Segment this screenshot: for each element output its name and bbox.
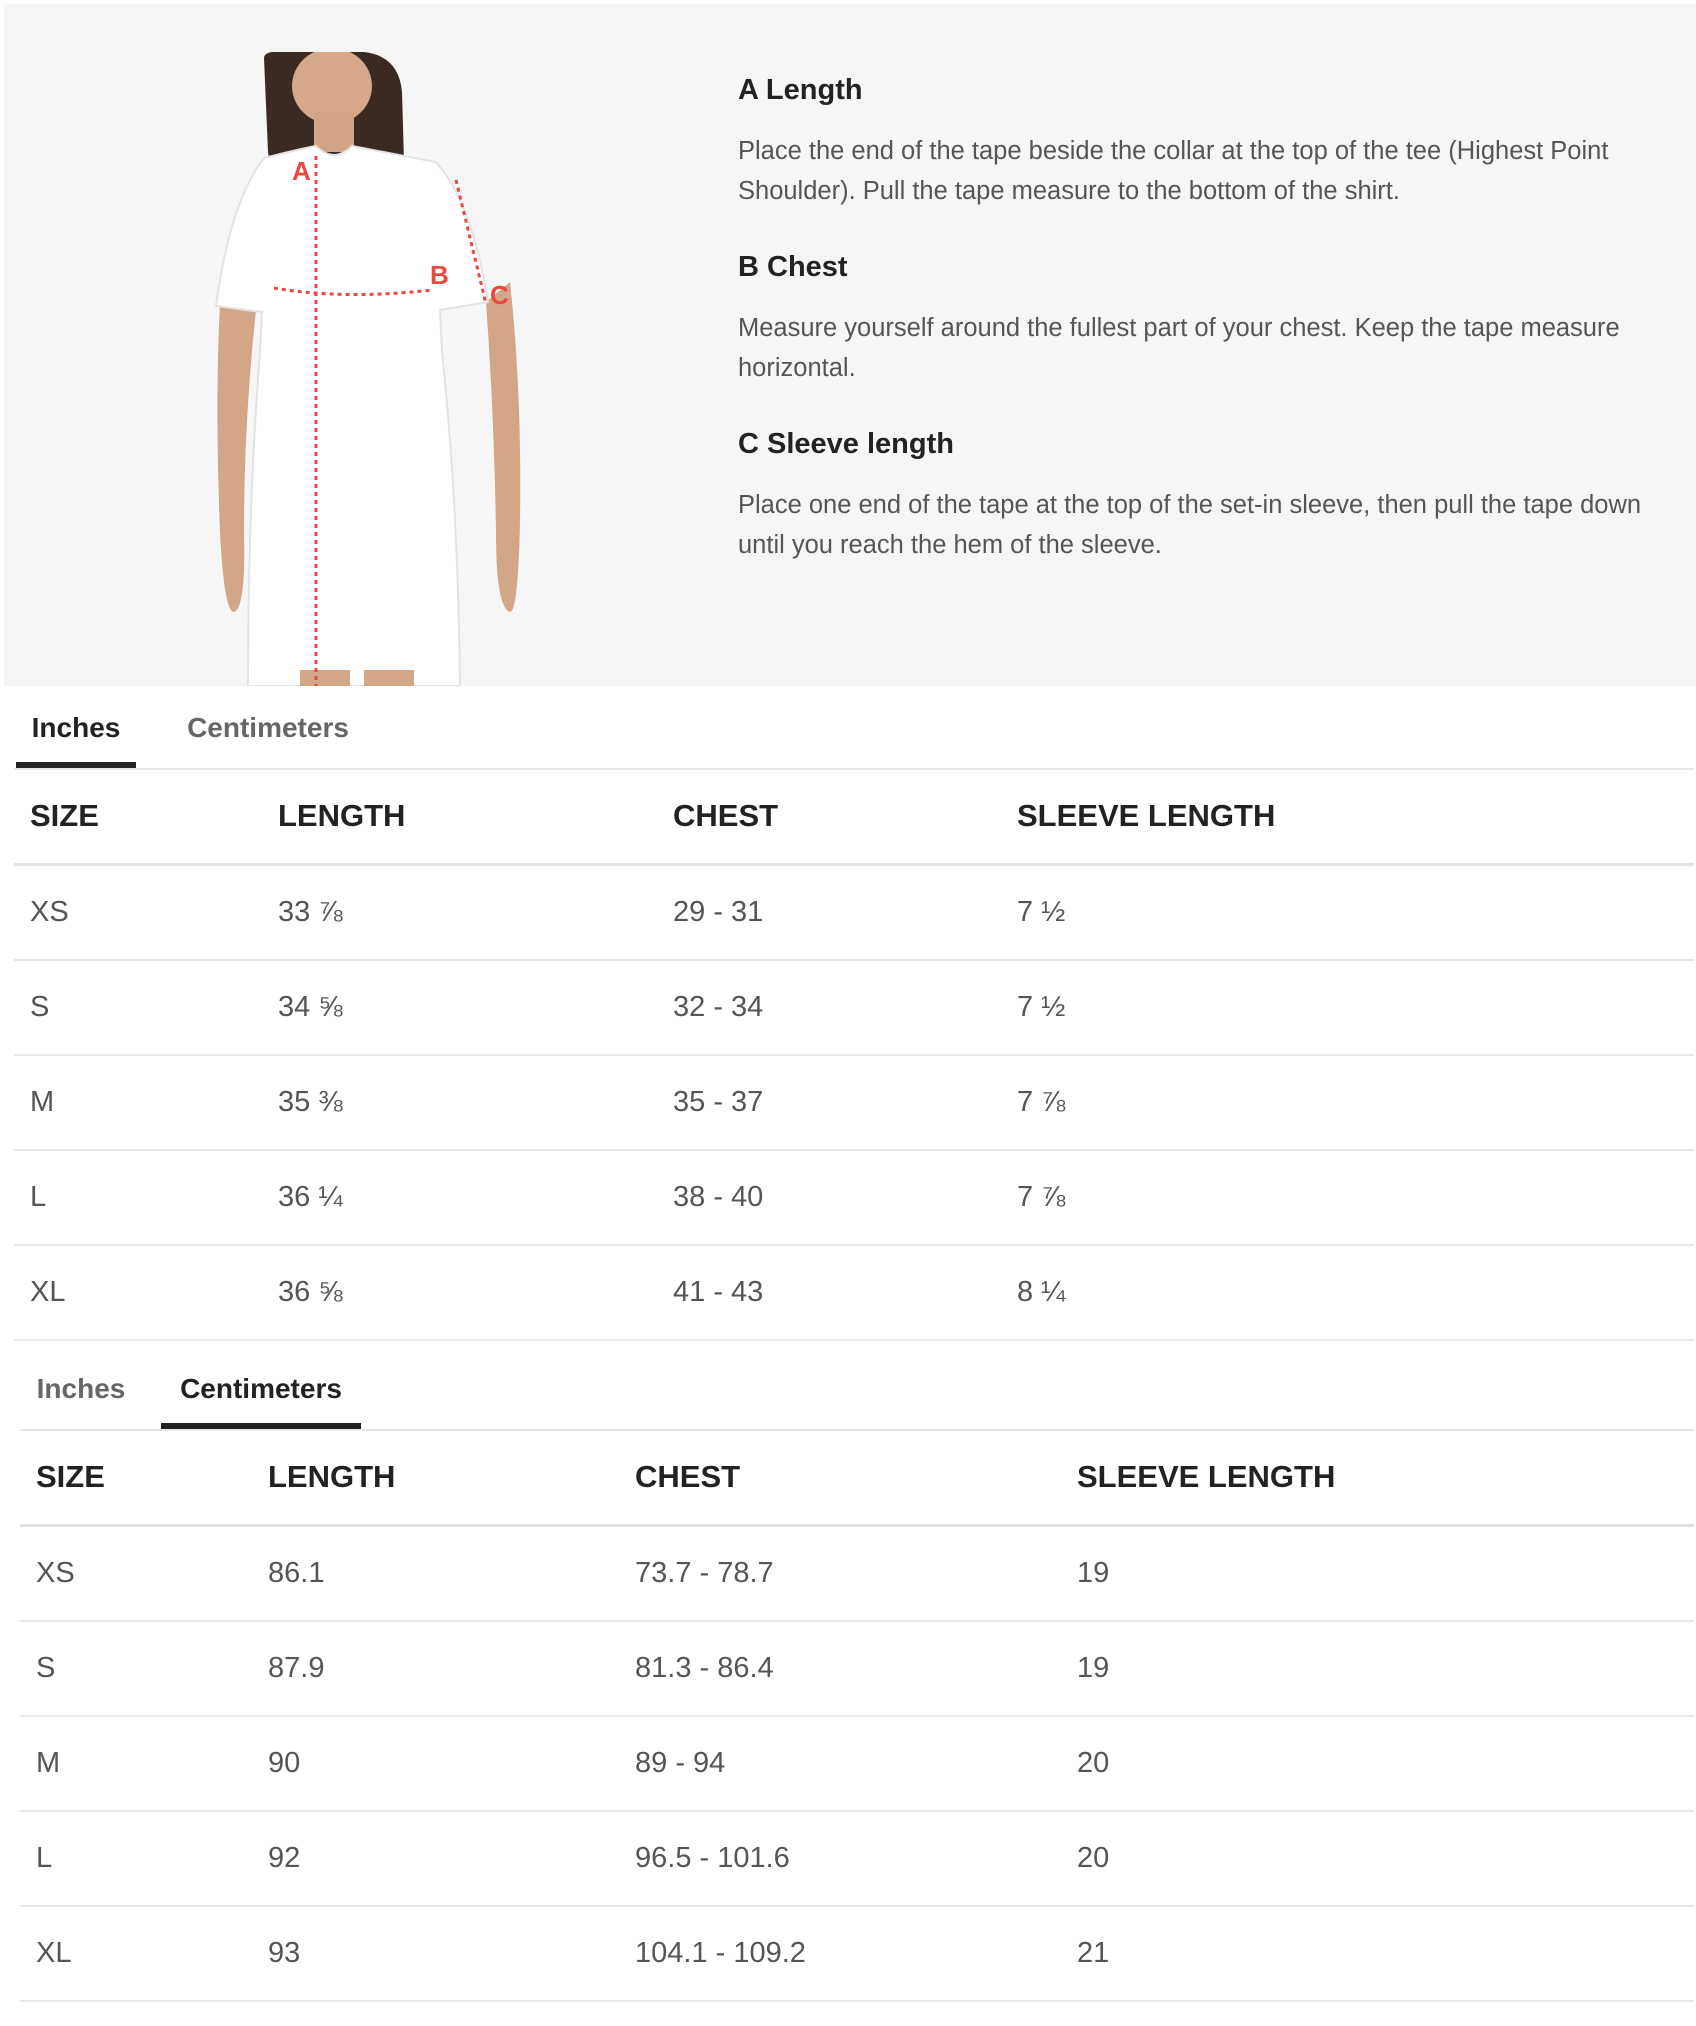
size-table-inches	[14, 769, 1694, 1341]
cell-chest: 32 - 34	[657, 960, 1001, 1055]
cell-sleeve-length: 21	[1061, 1906, 1694, 2001]
cell-size: S	[14, 960, 262, 1055]
cell-size: XL	[20, 1906, 252, 2001]
cell-length: 86.1	[252, 1526, 619, 1622]
chest-heading: B Chest	[738, 251, 848, 283]
cell-size: XS	[20, 1526, 252, 1622]
size-table-centimeters	[20, 1430, 1694, 2002]
table-row	[20, 1716, 1694, 1811]
sleeve-heading: C Sleeve length	[738, 428, 954, 460]
table-header-row	[20, 1430, 1694, 1526]
cell-sleeve-length: 8 ¼	[1001, 1245, 1694, 1340]
length-description: Place the end of the tape beside the collar at the top of the tee (Highest Point Shoulder). Pull the tape measure to the bottom of the shirt.	[738, 137, 1609, 205]
cell-length: 90	[252, 1716, 619, 1811]
cell-length: 33 ⅞	[262, 865, 657, 961]
chest-description: Measure yourself around the fullest part of your chest. Keep the tape measure horizontal.	[738, 314, 1620, 382]
cell-sleeve-length: 7 ½	[1001, 865, 1694, 961]
table-row	[14, 960, 1694, 1055]
cell-size: L	[14, 1150, 262, 1245]
cell-chest: 29 - 31	[657, 865, 1001, 961]
unit-tabs-centimeters-table	[20, 1349, 1694, 1431]
table-row	[20, 1811, 1694, 1906]
cell-length: 35 ⅜	[262, 1055, 657, 1150]
cell-sleeve-length: 19	[1061, 1526, 1694, 1622]
cell-length: 36 ¼	[262, 1150, 657, 1245]
cell-sleeve-length: 20	[1061, 1811, 1694, 1906]
header-size: SIZE	[14, 769, 262, 865]
header-chest: CHEST	[657, 769, 1001, 865]
cell-size: L	[20, 1811, 252, 1906]
cell-size: XL	[14, 1245, 262, 1340]
cell-length: 36 ⅝	[262, 1245, 657, 1340]
cell-sleeve-length: 20	[1061, 1716, 1694, 1811]
marker-b: B	[430, 260, 449, 290]
unit-tabs-inches-table	[14, 688, 1694, 770]
cell-chest: 104.1 - 109.2	[619, 1906, 1061, 2001]
cell-chest: 89 - 94	[619, 1716, 1061, 1811]
cell-size: M	[20, 1716, 252, 1811]
cell-size: M	[14, 1055, 262, 1150]
table-row	[20, 1621, 1694, 1716]
cell-length: 87.9	[252, 1621, 619, 1716]
sleeve-description: Place one end of the tape at the top of the set-in sleeve, then pull the tape down until you reach the hem of the sleeve.	[738, 491, 1642, 559]
cell-sleeve-length: 7 ½	[1001, 960, 1694, 1055]
cell-size: XS	[14, 865, 262, 961]
table-row	[14, 1245, 1694, 1340]
header-size: SIZE	[20, 1430, 252, 1526]
tab-centimeters[interactable]: Centimeters	[187, 712, 349, 743]
header-length: LENGTH	[252, 1430, 619, 1526]
cell-size: S	[20, 1621, 252, 1716]
cell-chest: 73.7 - 78.7	[619, 1526, 1061, 1622]
tab-centimeters[interactable]: Centimeters	[161, 1349, 361, 1429]
table-header-row	[14, 769, 1694, 865]
cell-sleeve-length: 19	[1061, 1621, 1694, 1716]
cell-length: 34 ⅝	[262, 960, 657, 1055]
measurement-instructions	[738, 74, 1668, 605]
tab-inches[interactable]: Inches	[16, 688, 136, 768]
table-row	[14, 1055, 1694, 1150]
header-sleeve-length: SLEEVE LENGTH	[1001, 769, 1694, 865]
cell-sleeve-length: 7 ⅞	[1001, 1055, 1694, 1150]
cell-length: 93	[252, 1906, 619, 2001]
cell-chest: 41 - 43	[657, 1245, 1001, 1340]
cell-sleeve-length: 7 ⅞	[1001, 1150, 1694, 1245]
table-row	[14, 865, 1694, 961]
header-length: LENGTH	[262, 769, 657, 865]
cell-chest: 38 - 40	[657, 1150, 1001, 1245]
cell-chest: 81.3 - 86.4	[619, 1621, 1061, 1716]
cell-chest: 96.5 - 101.6	[619, 1811, 1061, 1906]
marker-a: A	[292, 156, 311, 186]
header-chest: CHEST	[619, 1430, 1061, 1526]
header-sleeve-length: SLEEVE LENGTH	[1061, 1430, 1694, 1526]
tab-inches[interactable]: Inches	[36, 1373, 126, 1404]
table-row	[20, 1906, 1694, 2001]
table-row	[14, 1150, 1694, 1245]
table-row	[20, 1526, 1694, 1622]
tshirt-dress-illustration	[204, 52, 544, 686]
measurement-guide-panel	[4, 4, 1696, 686]
cell-chest: 35 - 37	[657, 1055, 1001, 1150]
marker-c: C	[490, 280, 509, 310]
model-figure	[204, 52, 544, 686]
cell-length: 92	[252, 1811, 619, 1906]
length-heading: A Length	[738, 74, 863, 106]
